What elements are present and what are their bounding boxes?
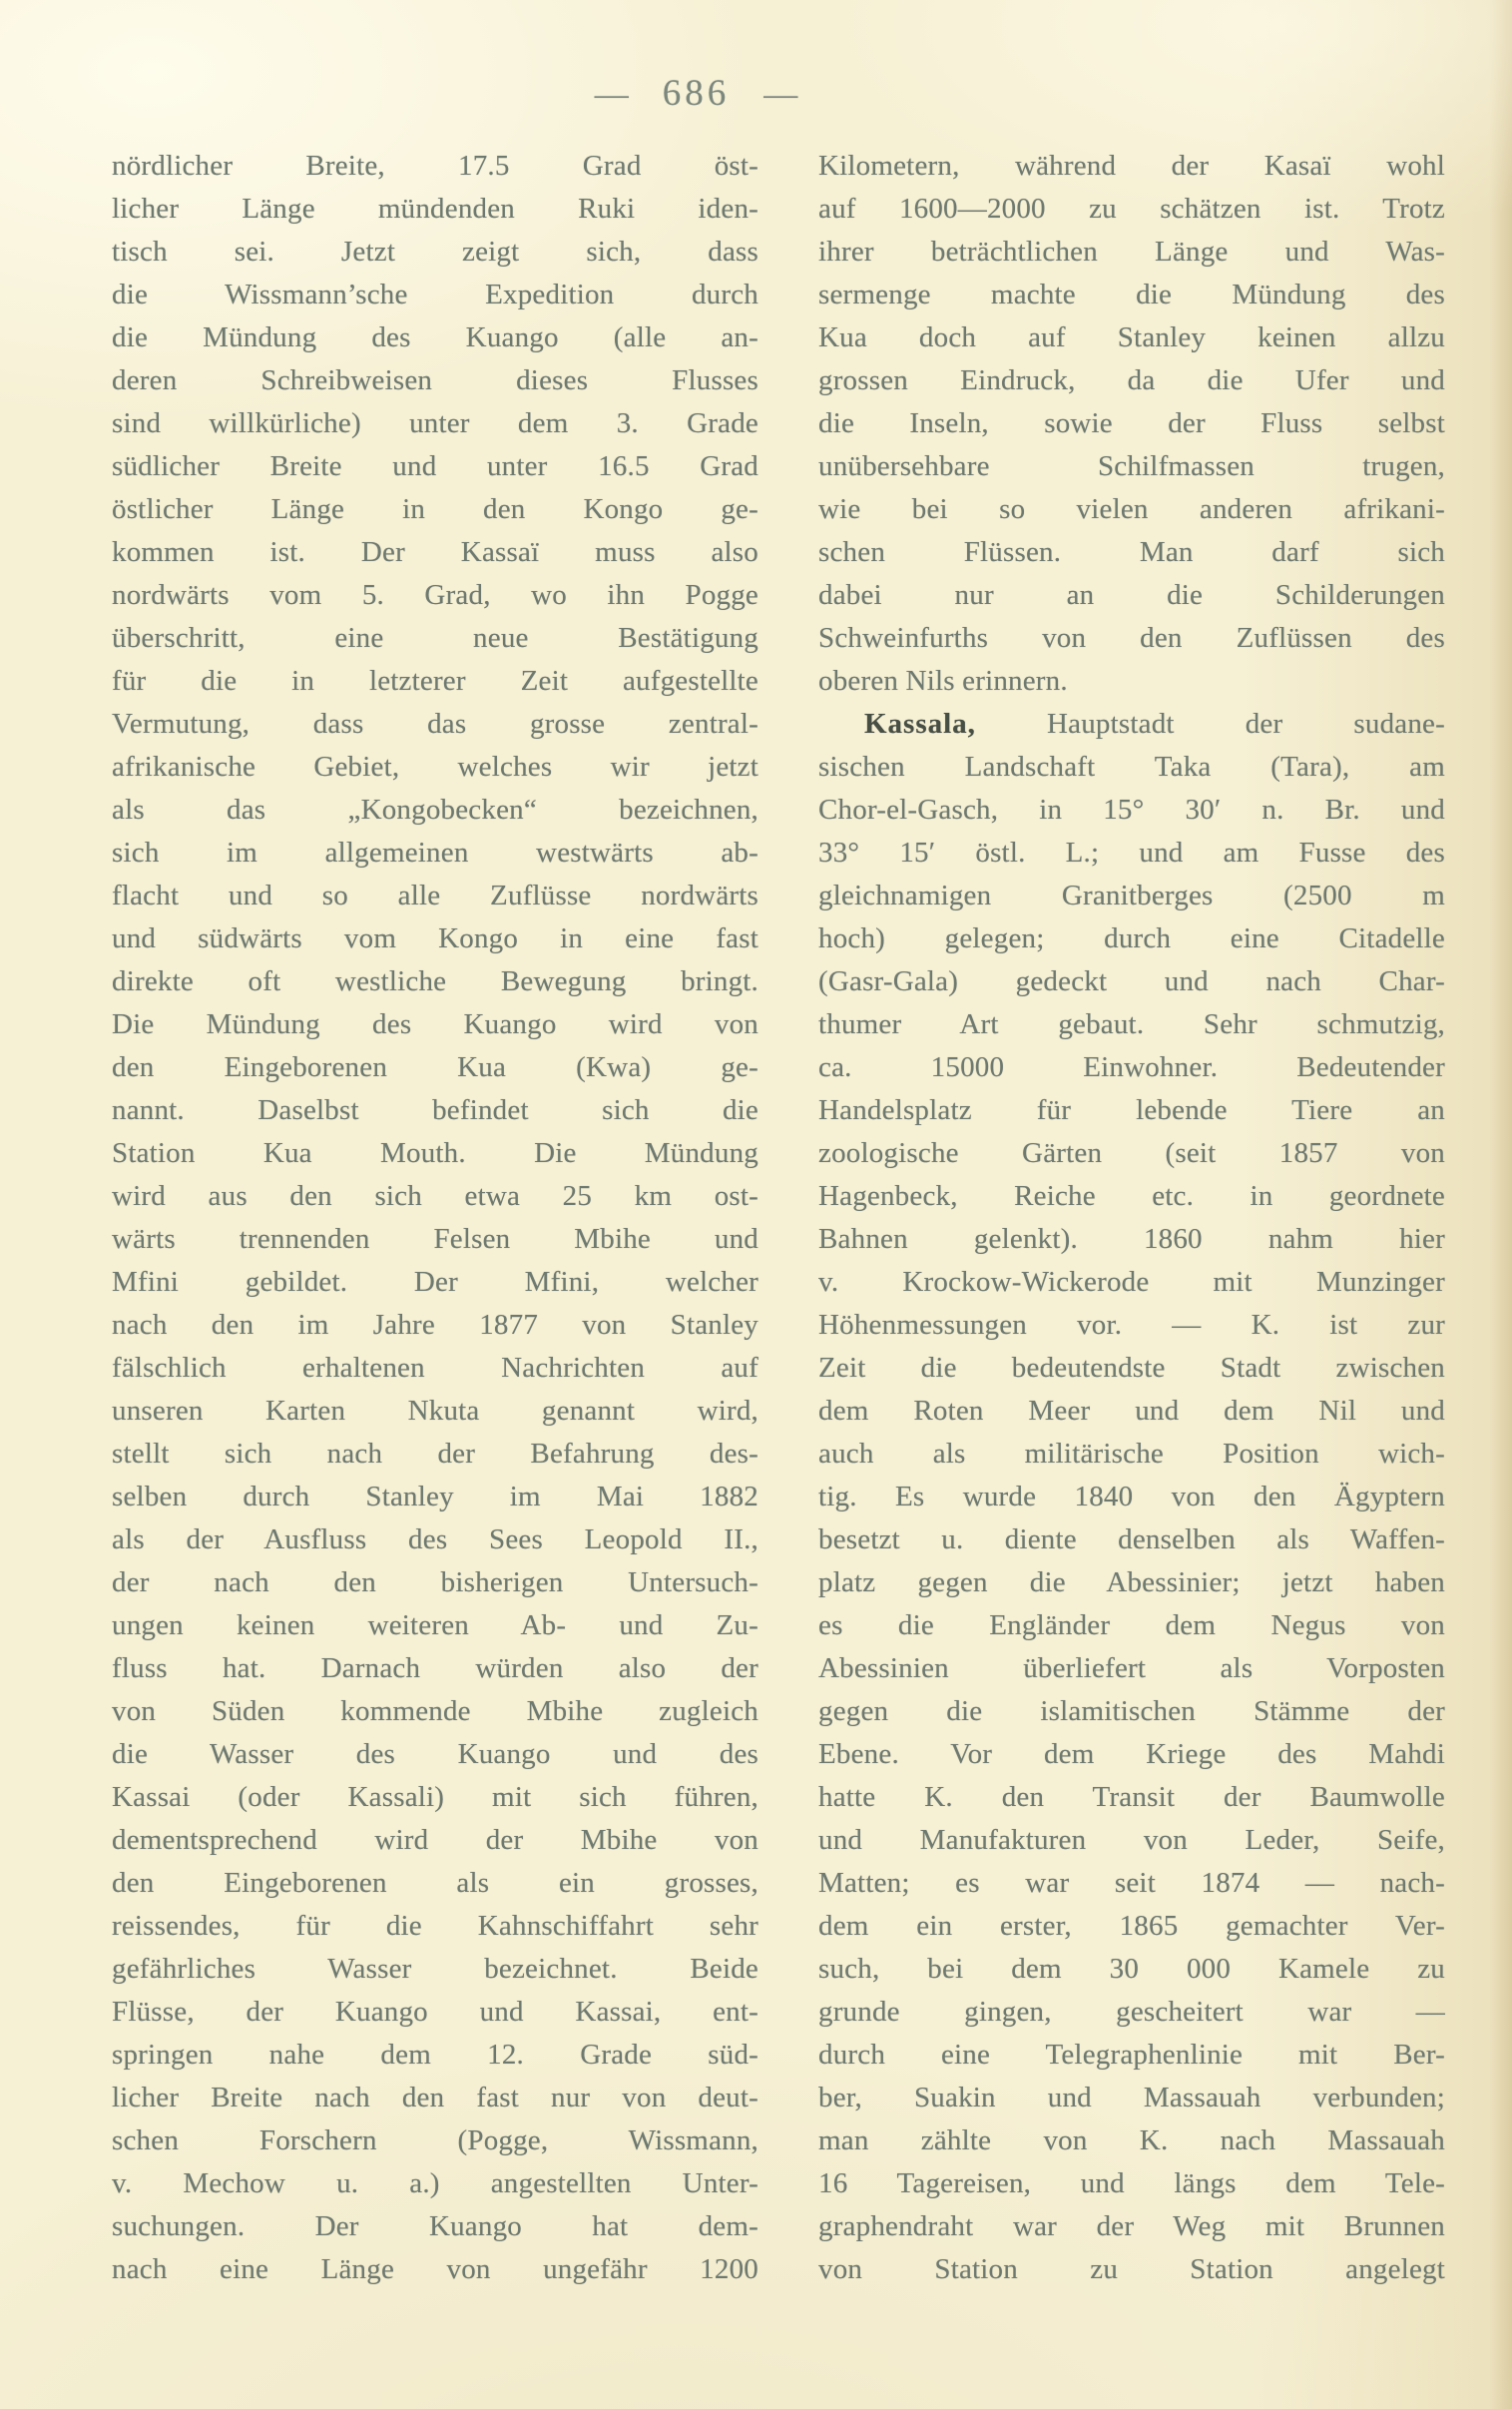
text-line: Station Kua Mouth. Die Mündung — [112, 1137, 758, 1169]
text-line: 33° 15′ östl. L.; und am Fusse des — [818, 837, 1445, 869]
text-line: nördlicher Breite, 17.5 Grad öst- — [112, 150, 758, 182]
right-column — [818, 145, 1445, 2291]
text-line: die Inseln, sowie der Fluss selbst — [818, 407, 1445, 439]
text-line: kommen ist. Der Kassaï muss also — [112, 536, 758, 568]
text-line: Vermutung, dass das grosse zentral- — [112, 708, 758, 740]
text-line: auch als militärische Position wich- — [818, 1438, 1445, 1470]
text-line: Flüsse, der Kuango und Kassai, ent- — [112, 1996, 758, 2028]
text-line: Handelsplatz für lebende Tiere an — [818, 1094, 1445, 1126]
text-line: auf 1600—2000 zu schätzen ist. Trotz — [818, 193, 1445, 225]
text-line: und Manufakturen von Leder, Seife, — [818, 1824, 1445, 1856]
text-line: Matten; es war seit 1874 — nach- — [818, 1867, 1445, 1899]
text-line: den Eingeborenen Kua (Kwa) ge- — [112, 1051, 758, 1083]
text-line: Kua doch auf Stanley keinen allzu — [818, 321, 1445, 353]
text-line: Bahnen gelenkt). 1860 nahm hier — [818, 1223, 1445, 1255]
text-line: von Süden kommende Mbihe zugleich — [112, 1695, 758, 1727]
text-line: suchungen. Der Kuango hat dem- — [112, 2210, 758, 2242]
text-line: grunde gingen, gescheitert war — — [818, 1996, 1445, 2028]
left-column — [112, 145, 758, 2291]
text-line: ca. 15000 Einwohner. Bedeutender — [818, 1051, 1445, 1083]
text-line: thumer Art gebaut. Sehr schmutzig, — [818, 1008, 1445, 1040]
text-line: wie bei so vielen anderen afrikani- — [818, 493, 1445, 525]
text-line: direkte oft westliche Bewegung bringt. — [112, 965, 758, 997]
text-line: für die in letzterer Zeit aufgestellte — [112, 665, 758, 697]
text-columns — [0, 145, 1512, 2291]
text-line: 16 Tagereisen, und längs dem Tele- — [818, 2167, 1445, 2199]
text-line: gleichnamigen Granitberges (2500 m — [818, 880, 1445, 911]
text-line: und südwärts vom Kongo in eine fast — [112, 922, 758, 954]
text-line: Kilometern, während der Kasaï wohl — [818, 150, 1445, 182]
text-line: sind willkürliche) unter dem 3. Grade — [112, 407, 758, 439]
text-line: afrikanische Gebiet, welches wir jetzt — [112, 751, 758, 783]
text-line: grossen Eindruck, da die Ufer und — [818, 364, 1445, 396]
text-line: ihrer beträchtlichen Länge und Was- — [818, 236, 1445, 268]
text-line: nach eine Länge von ungefähr 1200 — [112, 2253, 758, 2285]
text-line: Höhenmessungen vor. — K. ist zur — [818, 1309, 1445, 1341]
text-line: hoch) gelegen; durch eine Citadelle — [818, 922, 1445, 954]
text-line: man zählte von K. nach Massauah — [818, 2124, 1445, 2156]
text-line: unübersehbare Schilfmassen trugen, — [818, 450, 1445, 482]
text-line: Kassala, Hauptstadt der sudane- — [864, 708, 1445, 740]
text-line: östlicher Länge in den Kongo ge- — [112, 493, 758, 525]
text-line: selben durch Stanley im Mai 1882 — [112, 1481, 758, 1512]
text-line: platz gegen die Abessinier; jetzt haben — [818, 1566, 1445, 1598]
text-line: ungen keinen weiteren Ab- und Zu- — [112, 1609, 758, 1641]
text-line: tisch sei. Jetzt zeigt sich, dass — [112, 236, 758, 268]
text-line: dabei nur an die Schilderungen — [818, 579, 1445, 611]
text-line: dem ein erster, 1865 gemachter Ver- — [818, 1910, 1445, 1942]
text-line: unseren Karten Nkuta genannt wird, — [112, 1395, 758, 1427]
text-line: die Mündung des Kuango (alle an- — [112, 321, 758, 353]
text-line: die Wasser des Kuango und des — [112, 1738, 758, 1770]
page-header — [0, 0, 1512, 117]
page-number: 686 — [662, 73, 731, 114]
text-line: der nach den bisherigen Untersuch- — [112, 1566, 758, 1598]
text-line: deren Schreibweisen dieses Flusses — [112, 364, 758, 396]
text-line: hatte K. den Transit der Baumwolle — [818, 1781, 1445, 1813]
text-line: gefährliches Wasser bezeichnet. Beide — [112, 1953, 758, 1985]
text-line: durch eine Telegraphenlinie mit Ber- — [818, 2039, 1445, 2071]
text-line: die Wissmann’sche Expedition durch — [112, 279, 758, 310]
text-line: (Gasr-Gala) gedeckt und nach Char- — [818, 965, 1445, 997]
text-line: sischen Landschaft Taka (Tara), am — [818, 751, 1445, 783]
text-line: wird aus den sich etwa 25 km ost- — [112, 1180, 758, 1212]
text-line: nordwärts vom 5. Grad, wo ihn Pogge — [112, 579, 758, 611]
text-line: von Station zu Station angelegt — [818, 2253, 1445, 2285]
text-line: nach den im Jahre 1877 von Stanley — [112, 1309, 758, 1341]
text-line: licher Länge mündenden Ruki iden- — [112, 193, 758, 225]
text-line: v. Mechow u. a.) angestellten Unter- — [112, 2167, 758, 2199]
text-line: tig. Es wurde 1840 von den Ägyptern — [818, 1481, 1445, 1512]
text-line: schen Flüssen. Man darf sich — [818, 536, 1445, 568]
text-line: Zeit die bedeutendste Stadt zwischen — [818, 1352, 1445, 1384]
text-line: Schweinfurths von den Zuflüssen des — [818, 622, 1445, 654]
entry-headword: Kassala, — [864, 708, 976, 740]
text-line: wärts trennenden Felsen Mbihe und — [112, 1223, 758, 1255]
text-line: dementsprechend wird der Mbihe von — [112, 1824, 758, 1856]
text-line: fluss hat. Darnach würden also der — [112, 1652, 758, 1684]
text-line: springen nahe dem 12. Grade süd- — [112, 2039, 758, 2071]
text-line: besetzt u. diente denselben als Waffen- — [818, 1523, 1445, 1555]
text-line: dem Roten Meer und dem Nil und — [818, 1395, 1445, 1427]
text-line: fälschlich erhaltenen Nachrichten auf — [112, 1352, 758, 1384]
text-line: südlicher Breite und unter 16.5 Grad — [112, 450, 758, 482]
text-line: stellt sich nach der Befahrung des- — [112, 1438, 758, 1470]
text-line: überschritt, eine neue Bestätigung — [112, 622, 758, 654]
text-line: Mfini gebildet. Der Mfini, welcher — [112, 1266, 758, 1298]
text-line: oberen Nils erinnern. — [818, 665, 1068, 697]
text-line: Abessinien überliefert als Vorposten — [818, 1652, 1445, 1684]
text-line: als das „Kongobecken“ bezeichnen, — [112, 794, 758, 826]
text-line: reissendes, für die Kahnschiffahrt sehr — [112, 1910, 758, 1942]
text-line: sermenge machte die Mündung des — [818, 279, 1445, 310]
text-line: als der Ausfluss des Sees Leopold II., — [112, 1523, 758, 1555]
text-line: den Eingeborenen als ein grosses, — [112, 1867, 758, 1899]
text-line: sich im allgemeinen westwärts ab- — [112, 837, 758, 869]
text-line: zoologische Gärten (seit 1857 von — [818, 1137, 1445, 1169]
text-line: schen Forschern (Pogge, Wissmann, — [112, 2124, 758, 2156]
header-dash-left: — — [594, 76, 629, 113]
header-dash-right: — — [763, 76, 798, 113]
text-line: es die Engländer dem Negus von — [818, 1609, 1445, 1641]
text-line: licher Breite nach den fast nur von deut- — [112, 2082, 758, 2113]
text-line: gegen die islamitischen Stämme der — [818, 1695, 1445, 1727]
text-line: nannt. Daselbst befindet sich die — [112, 1094, 758, 1126]
text-line: Kassai (oder Kassali) mit sich führen, — [112, 1781, 758, 1813]
text-line: v. Krockow-Wickerode mit Munzinger — [818, 1266, 1445, 1298]
text-line: Ebene. Vor dem Kriege des Mahdi — [818, 1738, 1445, 1770]
text-line: flacht und so alle Zuflüsse nordwärts — [112, 880, 758, 911]
text-line: such, bei dem 30 000 Kamele zu — [818, 1953, 1445, 1985]
text-line: graphendraht war der Weg mit Brunnen — [818, 2210, 1445, 2242]
text-line: Die Mündung des Kuango wird von — [112, 1008, 758, 1040]
text-line: Chor-el-Gasch, in 15° 30′ n. Br. und — [818, 794, 1445, 826]
text-line: Hagenbeck, Reiche etc. in geordnete — [818, 1180, 1445, 1212]
text-line: ber, Suakin und Massauah verbunden; — [818, 2082, 1445, 2113]
